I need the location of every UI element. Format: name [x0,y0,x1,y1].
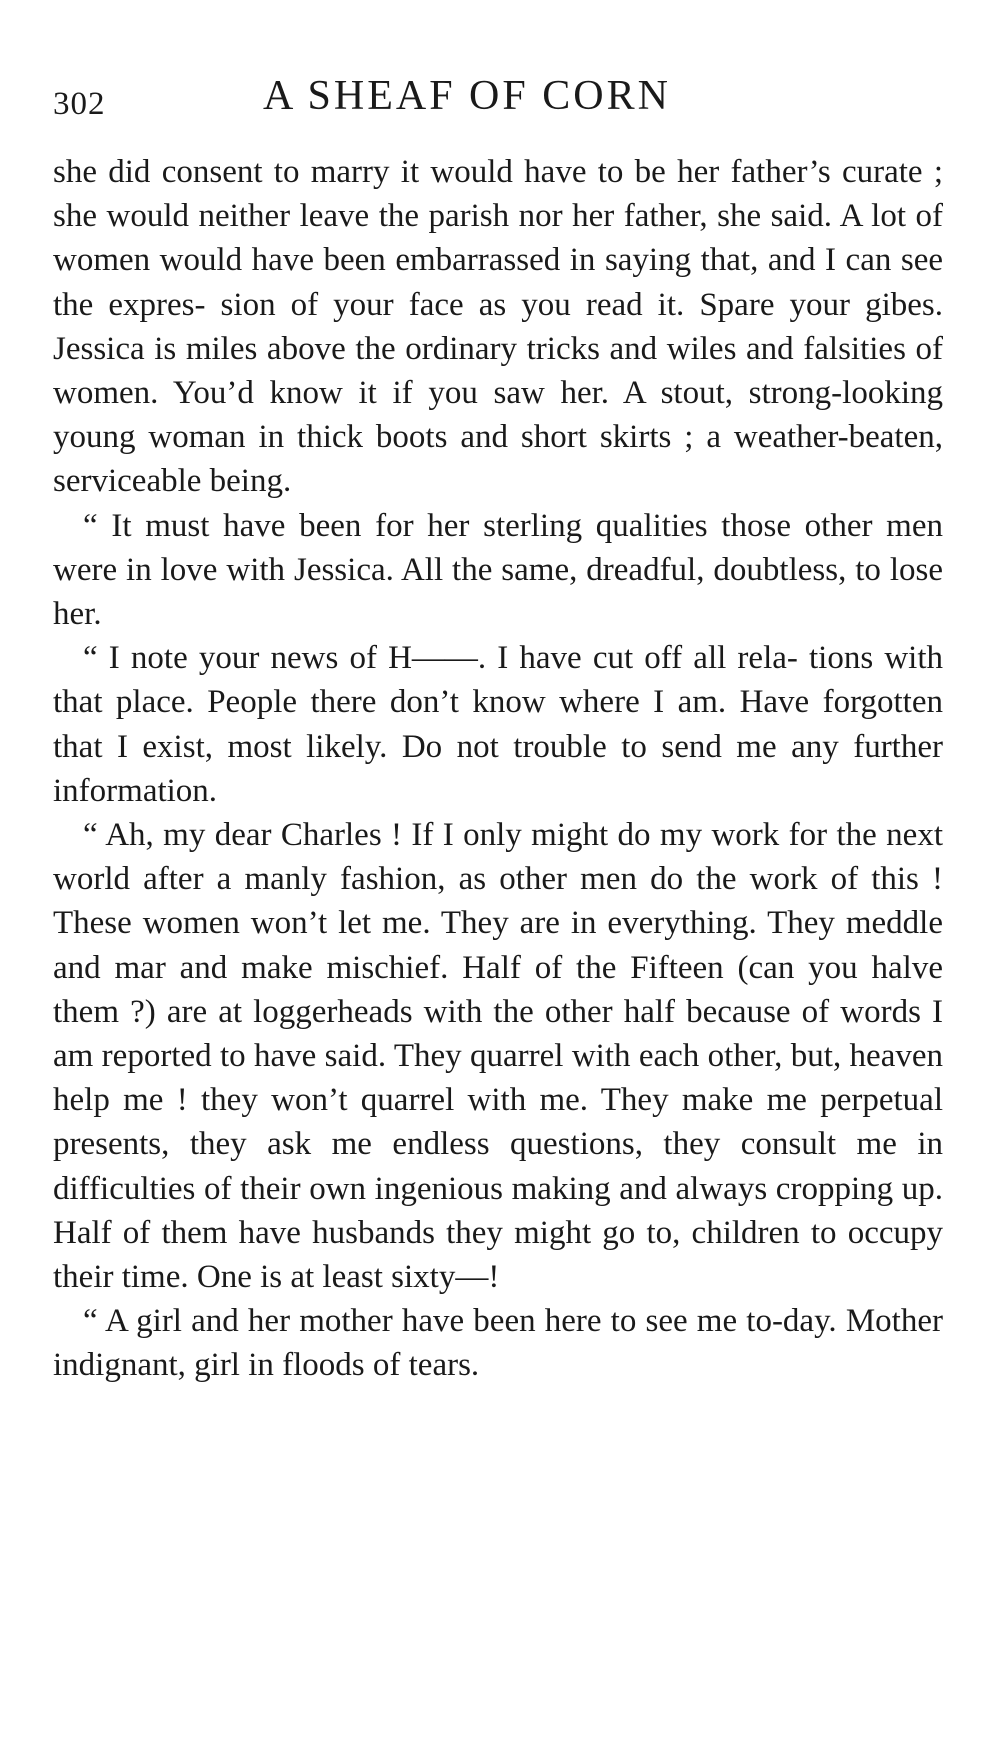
book-page [53,0,943,1741]
page-number: 302 [53,86,106,122]
running-title: A SHEAF OF CORN [263,73,671,119]
paragraph: “ Ah, my dear Charles ! If I only might do my work for the next world after a manly fashion, as other men do the work of this ! These women won’t let me. They are in everything. They meddle and mar and make mischief. Half of the Fifteen (can you halve them ?) are at loggerheads with the other half because of words I am reported to have said. They quarrel with each other, but, heaven help me ! they won’t quarrel with me. They make me perpetual presents, they ask me endless questions, they consult me in difficulties of their own ingenious making and always cropping up. Half of them have husbands they might go to, children to occupy their time. One is at least sixty—! [53,817,943,1296]
page-header [53,68,943,128]
paragraph: “ A girl and her mother have been here to see me to-day. Mother indignant, girl in floods of tears. [53,1303,943,1384]
paragraph: “ I note your news of H——. I have cut off all rela- tions with that place. People there don’t know where I am. Have forgotten that I exist, most likely. Do not trouble to send me any further information. [53,640,943,809]
paragraph: “ It must have been for her sterling qualities those other men were in love with Jessica. All the same, dreadful, doubtless, to lose her. [53,507,943,633]
body-text [53,150,943,1388]
paragraph: she did consent to marry it would have to be her father’s curate ; she would neither leave the parish nor her father, she said. A lot of women would have been embarrassed in saying that, and I can see the expres- sion of your face as you read it. Spare your gibes. Jessica is miles above the ordinary tricks and wiles and falsities of women. You’d know it if you saw her. A stout, strong-looking young woman in thick boots and short skirts ; a weather-beaten, serviceable being. [53,154,943,500]
